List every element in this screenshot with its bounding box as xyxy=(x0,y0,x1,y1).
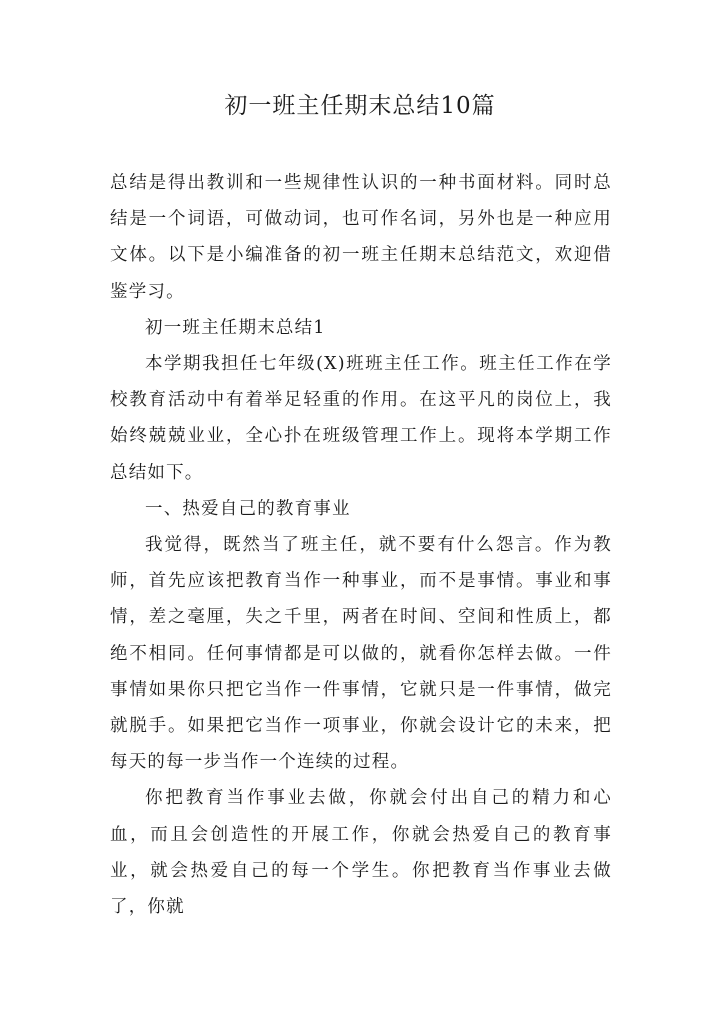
body-paragraph: 你把教育当作事业去做，你就会付出自己的精力和心血，而且会创造性的开展工作，你就会热爱自己的教育事业，就会热爱自己的每一个学生。你把教育当作事业去做了，你就 xyxy=(110,788,612,918)
body-paragraph: 我觉得，既然当了班主任，就不要有什么怨言。作为教师，首先应该把教育当作一种事业，而不是事情。事业和事情，差之毫厘，失之千里，两者在时间、空间和性质上，都绝不相同。任何事情都是可以做的，就看你怎样去做。一件事情如果你只把它当作一件事情，它就只是一件事情，做完就脱手。如果把它当作一项事业，你就会设计它的未来，把每天的每一步当作一个连续的过程。 xyxy=(110,535,612,773)
intro-paragraph: 总结是得出教训和一些规律性认识的一种书面材料。同时总结是一个词语，可做动词，也可作名词，另外也是一种应用文体。以下是小编准备的初一班主任期末总结范文，欢迎借鉴学习。 xyxy=(110,173,612,302)
subsection-heading: 一、热爱自己的教育事业 xyxy=(145,498,351,519)
document-title: 初一班主任期末总结10篇 xyxy=(224,93,496,119)
section-heading: 初一班主任期末总结1 xyxy=(145,317,326,338)
document-body xyxy=(110,165,612,925)
body-paragraph: 本学期我担任七年级(X)班班主任工作。班主任工作在学校教育活动中有着举足轻重的作用。在这平凡的岗位上，我始终兢兢业业，全心扑在班级管理工作上。现将本学期工作总结如下。 xyxy=(110,354,612,483)
